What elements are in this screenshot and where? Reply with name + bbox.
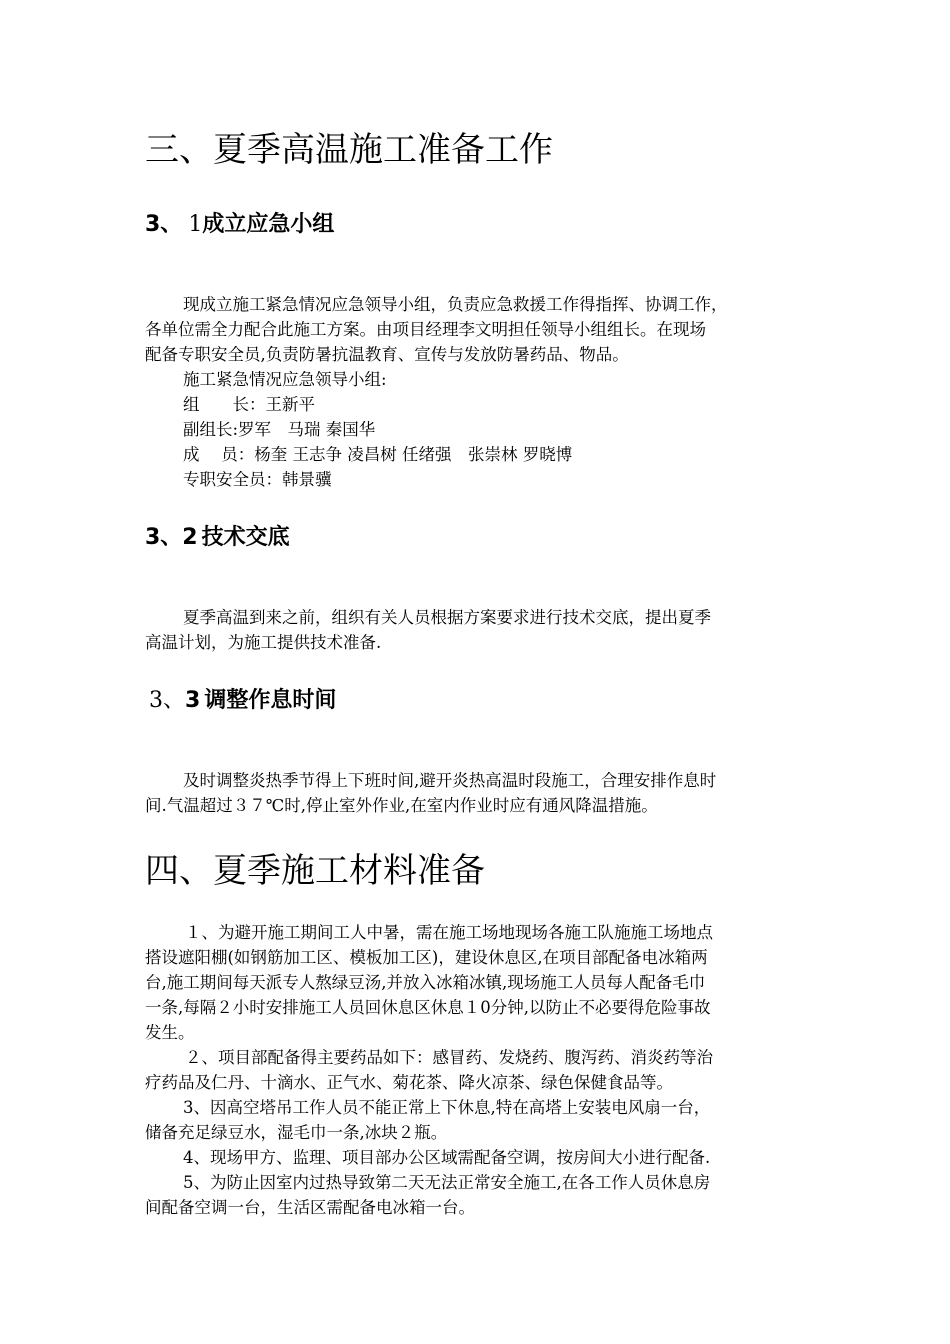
team-safety-officer: 专职安全员：韩景骥 — [183, 470, 332, 489]
paragraph-line: 夏季高温到来之前，组织有关人员根据方案要求进行技术交底，提出夏季 — [183, 608, 711, 627]
list-item-2-line: ２、项目部配备得主要药品如下：感冒药、发烧药、腹泻药、消炎药等治 — [185, 1048, 713, 1067]
section-3-title: 三、夏季高温施工准备工作 — [145, 130, 553, 170]
subsection-3-2-paragraph — [145, 605, 815, 655]
team-leader: 组 长：王新平 — [183, 395, 315, 414]
list-item-1-line: １、为避开施工期间工人中暑，需在施工场地现场各施工队施施工场地点 — [185, 923, 713, 942]
subsection-3-1-text: 成立应急小组 — [202, 212, 335, 237]
list-item-4-line: 4、现场甲方、监理、项目部办公区域需配备空调，按房间大小进行配备. — [183, 1148, 711, 1167]
team-intro: 施工紧急情况应急领导小组: — [183, 370, 387, 389]
subsection-3-2-title — [145, 524, 290, 552]
list-item-5-line: 间配备空调一台，生活区需配备电冰箱一台。 — [145, 1198, 475, 1217]
section-4-title: 四、夏季施工材料准备 — [145, 851, 485, 891]
list-item-3-line: 储备充足绿豆水，湿毛巾一条,冰块２瓶。 — [145, 1123, 448, 1142]
subsection-3-3-number: 3、 — [149, 688, 185, 713]
paragraph-line: 高温计划，为施工提供技术准备. — [145, 633, 382, 652]
subsection-3-3-text: 调整作息时间 — [204, 688, 337, 713]
list-item-1-line: 台,施工期间每天派专人熬绿豆汤,并放入冰箱冰镇,现场施工人员每人配备毛巾 — [145, 973, 706, 992]
list-item-1-line: 发生。 — [145, 1023, 195, 1042]
paragraph-line: 及时调整炎热季节得上下班时间,避开炎热高温时段施工，合理安排作息时 — [183, 771, 717, 790]
subsection-3-1-number-part: 1 — [188, 212, 203, 237]
subsection-3-1-number: 3、 — [145, 212, 183, 237]
list-item-1-line: 一条,每隔２小时安排施工人员回休息区休息１0分钟,以防止不必要得危险事故 — [145, 998, 711, 1017]
subsection-3-1-title — [145, 211, 334, 239]
subsection-3-3-number-part: 3 — [185, 688, 201, 713]
team-members: 成 员：杨奎 王志争 凌昌树 任绪强 张崇林 罗晓博 — [183, 445, 573, 464]
subsection-3-2-text: 技术交底 — [201, 525, 290, 550]
list-item-5-line: 5、为防止因室内过热导致第二天无法正常安全施工,在各工作人员休息房 — [183, 1173, 711, 1192]
paragraph-line: 配备专职安全员,负责防暑抗温教育、宣传与发放防暑药品、物品。 — [145, 345, 629, 364]
subsection-3-3-title — [149, 687, 336, 715]
paragraph-line: 各单位需全力配合此施工方案。由项目经理李文明担任领导小组组长。在现场 — [145, 320, 706, 339]
list-item-3-line: 3、因高空塔吊工作人员不能正常上下休息,特在高塔上安装电风扇一台， — [183, 1098, 711, 1117]
paragraph-line: 现成立施工紧急情况应急领导小组，负责应急救援工作得指挥、协调工作， — [183, 295, 728, 314]
section-4-list — [145, 920, 815, 1220]
team-vice-leader: 副组长:罗军 马瑞 秦国华 — [183, 420, 376, 439]
subsection-3-1-paragraph — [145, 292, 815, 492]
paragraph-line: 间.气温超过３７℃时,停止室外作业,在室内作业时应有通风降温措施。 — [145, 796, 658, 815]
subsection-3-2-number: 3、2 — [145, 525, 198, 550]
list-item-1-line: 搭设遮阳棚(如钢筋加工区、模板加工区)，建设休息区,在项目部配备电冰箱两 — [145, 948, 708, 967]
subsection-3-3-paragraph — [145, 768, 815, 818]
list-item-2-line: 疗药品及仁丹、十滴水、正气水、菊花茶、降火凉茶、绿色保健食品等。 — [145, 1073, 673, 1092]
